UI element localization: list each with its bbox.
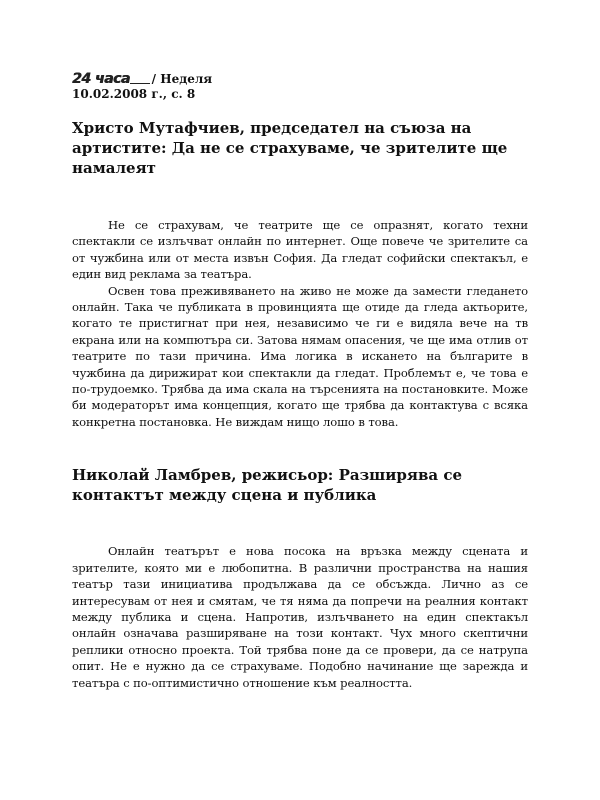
masthead <box>72 66 528 86</box>
publication-date: 10.02.2008 г., с. 8 <box>72 87 196 101</box>
newspaper-logo: 24 часа <box>72 71 130 87</box>
article-2-title: Николай Ламбрев, режисьор: Разширява се контактът между сцена и публика <box>72 466 462 505</box>
article-1 <box>72 118 528 430</box>
article-1-body <box>72 217 528 430</box>
article-1-paragraph-1: Не се страхувам, че театрите ще се опразнят, когато техни спектакли се излъчват онлайн по интернет. Още повече че зрителите са от чужбина или от места извън София. Да гледат софийски спектакъл, е един вид реклама за театъра. <box>72 218 528 282</box>
logo-underline <box>130 83 150 84</box>
article-2-body <box>72 543 528 691</box>
document-page <box>72 66 528 691</box>
publication-day: / Неделя <box>151 72 213 86</box>
article-2 <box>72 465 528 691</box>
article-2-paragraph-1: Онлайн театърът е нова посока на връзка между сцената и зрителите, която ми е любопитна. В различни пространства на нашия театър тази инициатива продължава да се обсъжда. Лично аз се интересувам от нея и смятам, че тя няма да попречи на реалния контакт между публика и сцена. Напротив, излъчването на един спектакъл онлайн означава разширяване на този контакт. Чух много скептични реплики относно проекта. Той трябва поне да се провери, да се натрупа опит. Не е нужно да се страхуваме. Подобно начинание ще зарежда и театъра с по-оптимистично отношение към реалността. <box>72 544 528 690</box>
article-1-paragraph-2: Освен това преживяването на живо не може да замести гледането онлайн. Така че публиката в провинцията ще отиде да гледа актьорите, когато те пристигнат при нея, независимо че ги е видяла вече на тв екрана или на компютъра си. Затова нямам опасения, че ще има отлив от театрите по тази причина. Има логика в искането на българите в чужбина да дирижират кои спектакли да гледат. Проблемът е, че това е по-трудоемко. Трябва да има скала на търсенията на постановките. Може би модераторът има концепция, когато ще трябва да контактува с всяка конкретна постановка. Не виждам нищо лошо в това. <box>72 283 528 429</box>
article-1-title: Христо Мутафчиев, председател на съюза на артистите: Да не се страхуваме, че зрителите ще намалеят <box>72 119 508 177</box>
